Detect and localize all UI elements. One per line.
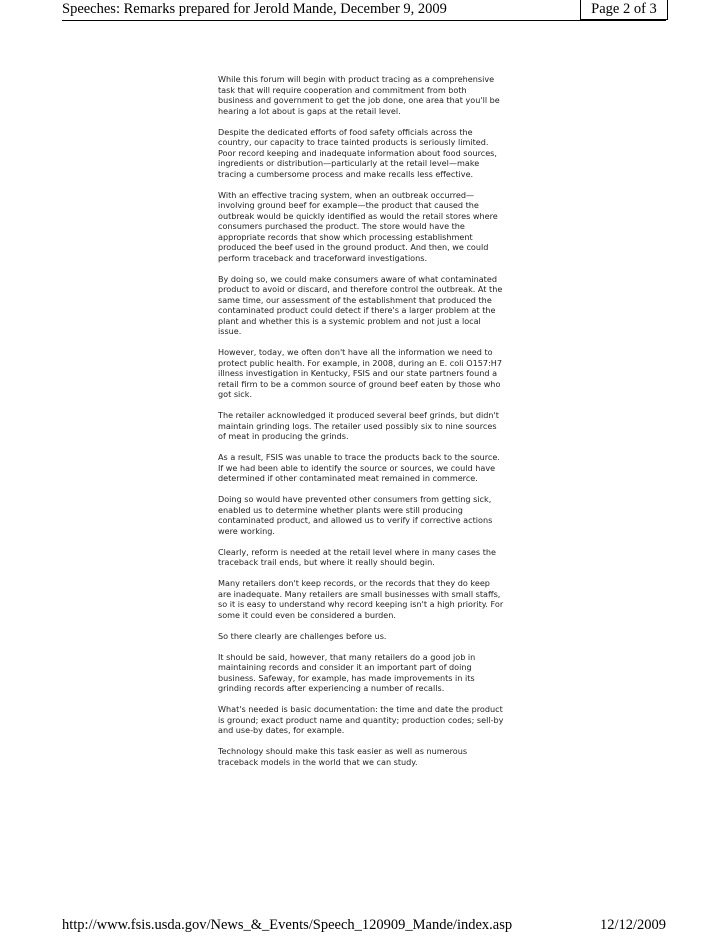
page-url: http://www.fsis.usda.gov/News_&_Events/Speech_120909_Mande/index.asp xyxy=(62,917,513,933)
paragraph: Technology should make this task easier as well as numerous traceback models in the world that we can study. xyxy=(218,746,468,767)
paragraph: Despite the dedicated efforts of food safety officials across the country, our capacity to trace tainted products is seriously limited. Poor record keeping and inadequate information about food sources, ingredients or distribution—particularly at the retail level—make tracing a cumbersome process and make recalls less effective. xyxy=(218,126,497,179)
header-rule xyxy=(62,20,666,21)
paragraph: However, today, we often don't have all the information we need to protect public health. For example, in 2008, during an E. coli O157:H7 illness investigation in Kentucky, FSIS and our state partners found a retail firm to be a common source of ground beef eaten by those who got sick. xyxy=(218,347,503,399)
paragraph: The retailer acknowledged it produced several beef grinds, but didn't maintain grinding logs. The retailer used possibly six to nine sources of meat in producing the grinds. xyxy=(218,410,499,441)
page-title: Speeches: Remarks prepared for Jerold Mande, December 9, 2009 xyxy=(62,1,447,17)
print-header xyxy=(0,0,728,24)
speech-body xyxy=(218,74,504,778)
paragraph: What's needed is basic documentation: the time and date the product is ground; exact product name and quantity; production codes; sell-by and use-by dates, for example. xyxy=(218,704,504,735)
paragraph: As a result, FSIS was unable to trace the products back to the source. If we had been able to identify the source or sources, we could have determined if other contaminated meat remained in commerce. xyxy=(218,452,500,483)
paragraph: Clearly, reform is needed at the retail level where in many cases the traceback trail ends, but where it really should begin. xyxy=(218,546,496,567)
paragraph: With an effective tracing system, when an outbreak occurred—involving ground beef for example—the product that caused the outbreak would be quickly identified as would the retail stores where consumers purchased the product. The store would have the appropriate records that show which processing establishment produced the beef used in the ground product. And then, we could perform traceback and traceforward investigations. xyxy=(218,189,498,263)
paragraph: It should be said, however, that many retailers do a good job in maintaining records and consider it an important part of doing business. Safeway, for example, has made improvements in its grinding records after experiencing a number of recalls. xyxy=(218,651,476,693)
page-number: Page 2 of 3 xyxy=(580,0,668,20)
paragraph: Many retailers don't keep records, or the records that they do keep are inadequate. Many retailers are small businesses with small staffs, so it is easy to understand why record keeping isn't a high priority. For some it could even be considered a burden. xyxy=(218,578,504,620)
paragraph: So there clearly are challenges before us. xyxy=(218,630,387,641)
print-footer xyxy=(0,917,728,939)
paragraph: Doing so would have prevented other consumers from getting sick, enabled us to determine whether plants were still producing contaminated product, and allowed us to verify if corrective actions were working. xyxy=(218,494,493,536)
paragraph: By doing so, we could make consumers aware of what contaminated product to avoid or discard, and therefore control the outbreak. At the same time, our assessment of the establishment that produced the contaminated product could detect if there's a larger problem at the plant and whether this is a systemic problem and not just a local issue. xyxy=(218,273,503,336)
print-date: 12/12/2009 xyxy=(599,917,666,933)
paragraph: While this forum will begin with product tracing as a comprehensive task that will require cooperation and commitment from both business and government to get the job done, one area that you'll be hearing a lot about is gaps at the retail level. xyxy=(218,74,500,116)
